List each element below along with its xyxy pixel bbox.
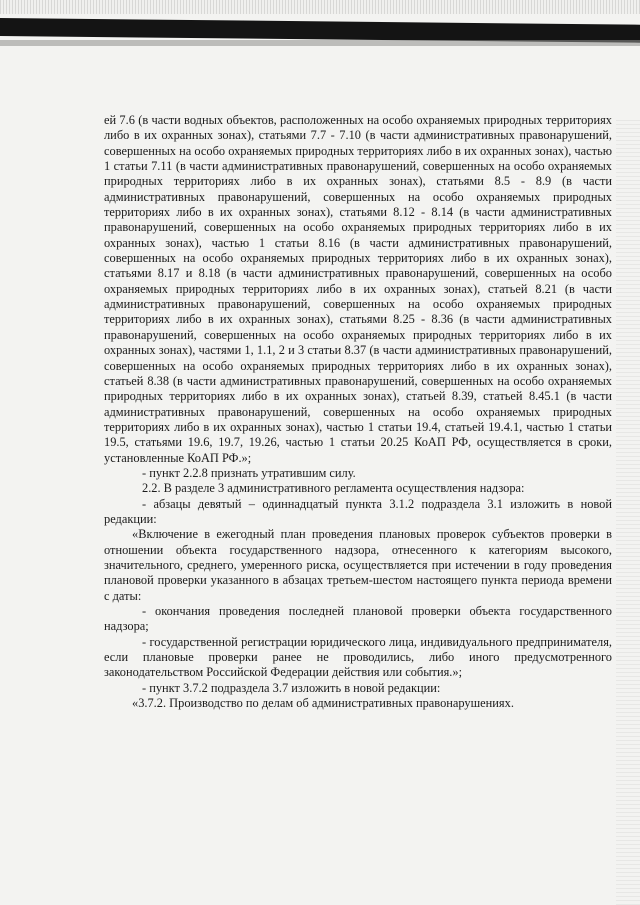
paragraph-continuation: ей 7.6 (в части водных объектов, расположенных на особо охраняемых природных территориях либо в их охранных зонах), статьями 7.7 - 7.10 (в части административных правонарушений, совершенных на особо охраняемых природных территориях либо в их охранных зонах), частью 1 статьи 7.11 (в части административных правонарушений, совершенных на особо охраняемых природных территориях либо в их охранных зонах), статьями 8.5 - 8.9 (в части административных правонарушений, совершенных на особо охраняемых природных территориях либо в их охранных зонах), статьями 8.12 - 8.14 (в части административных правонарушений, совершенных на особо охраняемых природных территориях либо в их охранных зонах), частью 1 статьи 8.16 (в части административных правонарушений, совершенных на особо охраняемых природных территориях либо в их охранных зонах), статьями 8.17 и 8.18 (в части административных правонарушений, совершенных на особо охраняемых природных территориях либо в их охранных зонах), статьей 8.21 (в части административных правонарушений, совершенных на особо охраняемых природных территориях либо в их охранных зонах), статьями 8.25 - 8.36 (в части административных правонарушений, совершенных на особо охраняемых природных территориях либо в их охранных зонах), частями 1, 1.1, 2 и 3 статьи 8.37 (в части административных правонарушений, совершенных на особо охраняемых природных территориях либо в их охранных зонах), статьей 8.38 (в части административных правонарушений, совершенных на особо охраняемых природных территориях либо в их охранных зонах), статьей 8.39, статьей 8.45.1 (в части административных правонарушений, совершенных на особо охраняемых природных территориях либо в их охранных зонах), частью 1 статьи 19.4, статьей 19.4.1, частью 1 статьи 19.5, статьями 19.6, 19.7, 19.26, частью 1 статьи 20.25 КоАП РФ, осуществляется в сроки, установленные КоАП РФ.»;	[104, 113, 612, 465]
paragraph-list-end-inspection: - окончания проведения последней плановой проверки объекта государственного надзора;	[104, 604, 612, 634]
scan-gray-band	[0, 40, 640, 46]
scan-noise-right	[616, 120, 640, 905]
scan-black-band	[0, 18, 640, 43]
document-page	[104, 113, 612, 711]
paragraph-quote-3-7-2: «3.7.2. Производство по делам об административных правонарушениях.	[132, 696, 514, 711]
paragraph-list-registration: - государственной регистрации юридического лица, индивидуального предпринимателя, если плановые проверки ранее не проводились, либо иного предусмотренного законодательством Российской Федерации действия или события.»;	[104, 634, 612, 680]
paragraph-item-3-7-2: - пункт 3.7.2 подраздела 3.7 изложить в новой редакции:	[142, 680, 441, 695]
paragraph-item-3-1-2: - абзацы девятый – одиннадцатый пункта 3.1.2 подраздела 3.1 изложить в новой редакции:	[104, 496, 612, 526]
paragraph-item-2-2-8: - пункт 2.2.8 признать утратившим силу.	[142, 465, 356, 480]
paragraph-quote-inclusion: «Включение в ежегодный план проведения плановых проверок субъектов проверки в отношении объекта государственного надзора, отнесенного к категориям высокого, значительного, среднего, умеренного риска, осуществляется при истечении в году проведения плановой проверки указанного в абзацах третьем-шестом настоящего пункта периода времени с даты:	[104, 527, 612, 603]
scan-edge-top	[0, 0, 640, 14]
paragraph-section-2-2: 2.2. В разделе 3 административного регламента осуществления надзора:	[142, 481, 525, 496]
